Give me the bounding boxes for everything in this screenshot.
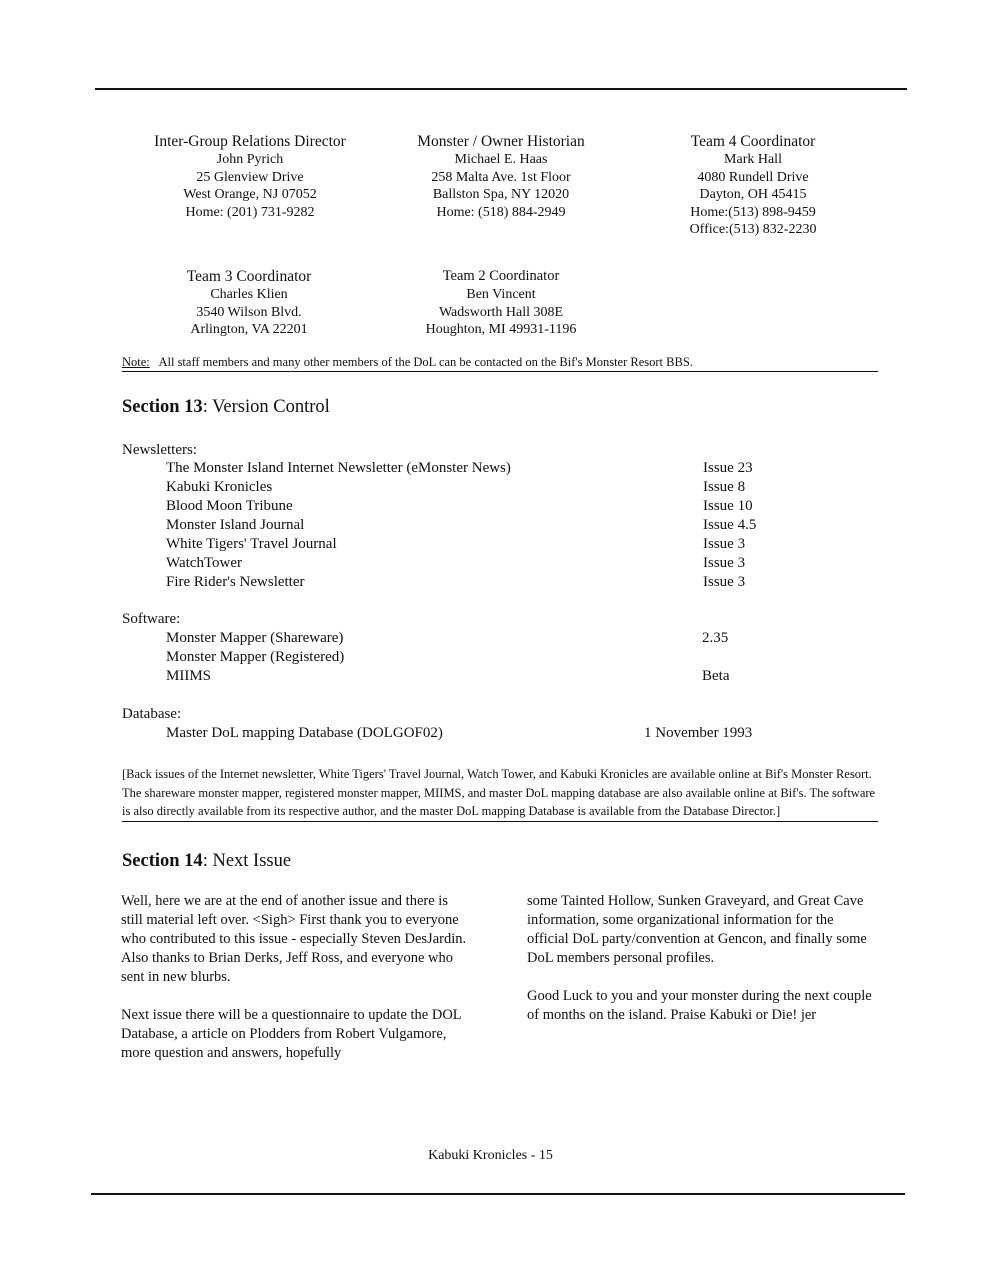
item-name: White Tigers' Travel Journal <box>166 536 337 552</box>
contact-title: Team 4 Coordinator <box>690 133 816 150</box>
item-value: Issue 23 <box>703 460 753 476</box>
contact-title: Team 3 Coordinator <box>186 268 312 285</box>
contact-line: Ballston Spa, NY 12020 <box>432 187 570 202</box>
section-title: Next Issue <box>212 851 292 871</box>
item-name: Monster Mapper (Shareware) <box>166 630 344 646</box>
contact-line: Dayton, OH 45415 <box>699 187 807 202</box>
item-value: Beta <box>702 668 730 684</box>
item-name: Blood Moon Tribune <box>166 498 293 514</box>
item-value: Issue 3 <box>703 536 746 552</box>
contact-line: Office:(513) 832-2230 <box>689 222 817 237</box>
contact-line: Ben Vincent <box>466 287 536 302</box>
contact-line: 258 Malta Ave. 1st Floor <box>431 169 571 185</box>
contact-line: John Pyrich <box>216 152 284 167</box>
paragraph: Well, here we are at the end of another issue and there is still material left over. <Sigh> First thank you to everyone who contributed to this issue - especially Steven DesJardin. Also thanks to Brian Derks, Jeff Ross, and everyone who sent in new blurbs. <box>121 893 467 985</box>
item-value: Issue 4.5 <box>703 517 757 533</box>
contact-line: Mark Hall <box>724 152 782 167</box>
paragraph: Next issue there will be a questionnaire to update the DOL Database, a article on Plodders from Robert Vulgamore, more question and answers, hopefully <box>121 1007 462 1061</box>
back-issues-note: [Back issues of the Internet newsletter, White Tigers' Travel Journal, Watch Tower, and Kabuki Kronicles are available online at Bif's Monster Resort. The shareware monster mapper, registered monster mapper, MIIMS, and master DoL mapping database are also available online at Bif's. The software is also directly available from its respective author, and the master DoL mapping Database is available from the Database Director.] <box>122 765 878 822</box>
section-14-heading: Section 14: Next Issue <box>122 851 292 871</box>
bottom-rule <box>91 1193 905 1195</box>
item-value: 1 November 1993 <box>644 725 753 741</box>
list-item <box>166 536 766 555</box>
list-item <box>166 460 766 479</box>
item-name: Monster Mapper (Registered) <box>166 649 345 665</box>
next-issue-right-column <box>527 892 877 1044</box>
newsletters-label: Newsletters: <box>122 442 197 458</box>
contact-line: Home: (518) 884-2949 <box>436 204 566 220</box>
section-13-heading: Section 13: Version Control <box>122 397 330 417</box>
list-item <box>166 630 766 649</box>
section-number: Section 14 <box>122 851 203 871</box>
staff-contact-note <box>122 355 878 372</box>
next-issue-left-column <box>121 892 473 1082</box>
top-rule <box>95 88 907 90</box>
list-item <box>166 649 766 668</box>
contact-inter-group-relations <box>130 132 370 221</box>
contact-team3-coordinator <box>139 267 359 339</box>
item-name: Kabuki Kronicles <box>166 479 273 495</box>
item-name: Fire Rider's Newsletter <box>166 574 305 590</box>
list-item <box>166 479 766 498</box>
contact-line: Wadsworth Hall 308E <box>438 304 564 320</box>
item-name: MIIMS <box>166 668 212 684</box>
paragraph: some Tainted Hollow, Sunken Graveyard, and Great Cave information, some organizational information for the official DoL party/convention at Gencon, and finally some DoL members personal profiles. <box>527 893 867 966</box>
item-name: The Monster Island Internet Newsletter (eMonster News) <box>166 460 511 476</box>
list-item <box>166 517 766 536</box>
item-value: Issue 3 <box>703 574 746 590</box>
section-number: Section 13 <box>122 397 203 417</box>
list-item <box>166 668 766 687</box>
contact-title: Monster / Owner Historian <box>417 133 585 150</box>
contact-line: Home:(513) 898-9459 <box>690 204 816 220</box>
item-name: Monster Island Journal <box>166 517 305 533</box>
contact-team4-coordinator <box>643 132 863 239</box>
contact-title: Team 2 Coordinator <box>442 268 560 284</box>
item-name: Master DoL mapping Database (DOLGOF02) <box>166 725 443 741</box>
contact-team2-coordinator <box>391 267 611 339</box>
section-title: Version Control <box>212 397 330 417</box>
list-item <box>166 725 766 744</box>
note-prefix: Note: <box>122 355 150 369</box>
item-value: Issue 10 <box>703 498 753 514</box>
database-label: Database: <box>122 706 182 722</box>
contact-line: Houghton, MI 49931-1196 <box>425 322 577 337</box>
contact-line: Michael E. Haas <box>454 152 548 167</box>
contact-monster-owner-historian <box>381 132 621 221</box>
contact-line: Arlington, VA 22201 <box>190 322 308 337</box>
item-name: WatchTower <box>166 555 243 571</box>
list-item <box>166 555 766 574</box>
item-value: Issue 8 <box>703 479 746 495</box>
item-value: 2.35 <box>702 630 729 646</box>
contact-line: Charles Klien <box>210 287 288 302</box>
contact-line: 25 Glenview Drive <box>196 169 304 185</box>
paragraph: Good Luck to you and your monster during the next couple of months on the island. Praise Kabuki or Die! jer <box>527 988 872 1023</box>
contact-line: West Orange, NJ 07052 <box>183 187 317 202</box>
list-item <box>166 574 766 593</box>
contact-title: Inter-Group Relations Director <box>154 133 346 150</box>
item-value: Issue 3 <box>703 555 746 571</box>
list-item <box>166 498 766 517</box>
contact-line: Home: (201) 731-9282 <box>185 204 315 220</box>
page-footer: Kabuki Kronicles - 15 <box>428 1148 553 1163</box>
software-label: Software: <box>122 611 181 627</box>
contact-line: 3540 Wilson Blvd. <box>196 304 302 320</box>
note-text: All staff members and many other members of the DoL can be contacted on the Bif's Monster Resort BBS. <box>158 355 693 369</box>
contact-line: 4080 Rundell Drive <box>697 169 809 185</box>
